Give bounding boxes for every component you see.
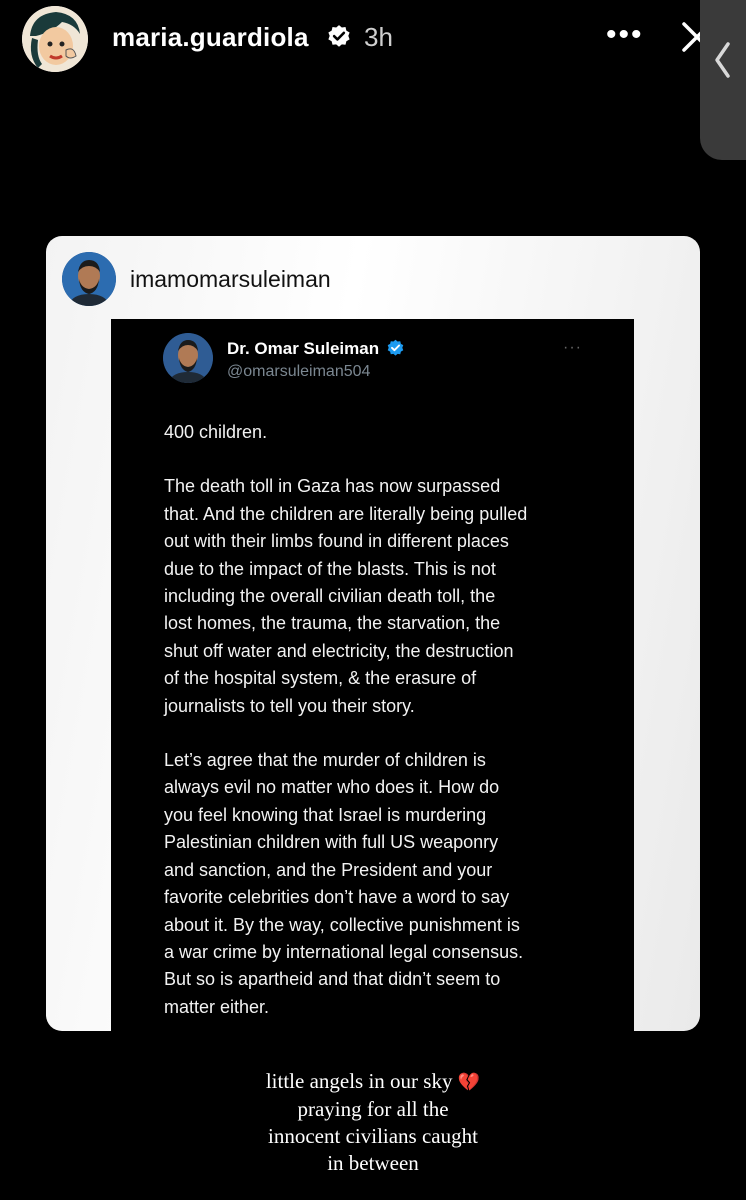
- caption-line: innocent civilians caught: [268, 1124, 478, 1148]
- shared-post-avatar[interactable]: [62, 252, 116, 306]
- broken-heart-icon: 💔: [457, 1072, 481, 1093]
- profile-avatar[interactable]: [22, 6, 88, 72]
- tweet-text: [164, 419, 594, 1031]
- side-panel-tab[interactable]: [700, 0, 746, 160]
- tweet-avatar: [163, 333, 213, 383]
- story-caption: [0, 1068, 746, 1177]
- caption-line: praying for all the: [297, 1097, 449, 1121]
- caption-line: little angels in our sky 💔: [265, 1069, 481, 1093]
- tweet-paragraph: Let’s agree that the murder of children is always evil no matter who does it. How do you feel knowing that Israel is murdering Palestinian children with full US weaponry and sanction, and the President and your favorite celebrities don’t have a word to say about it. By the way, collective punishment is a war crime by international legal consensus. But so is apartheid and that didn’t seem to matter either.: [164, 750, 524, 1017]
- tweet-screenshot: [111, 319, 634, 1031]
- tweet-handle: @omarsuleiman504: [227, 363, 371, 380]
- username[interactable]: maria.guardiola: [112, 22, 309, 52]
- verified-badge-icon: [326, 24, 352, 50]
- tweet-author-name: Dr. Omar Suleiman: [227, 339, 380, 358]
- caption-line: in between: [327, 1151, 419, 1175]
- tweet-more-icon: ···: [563, 339, 582, 356]
- shared-post-username[interactable]: imamomarsuleiman: [130, 266, 331, 292]
- tweet-paragraph: The death toll in Gaza has now surpassed that. And the children are literally being pulled out with their limbs found in different places due to the impact of the blasts. This is not including the overall civilian death toll, the lost homes, the trauma, the starvation, the shut off water and electricity, the destruction of the hospital system, & the erasure of journalists to tell you their story.: [164, 476, 528, 716]
- shared-post-card[interactable]: [46, 236, 700, 1031]
- more-options-icon[interactable]: •••: [606, 18, 644, 51]
- tweet-verified-icon: [386, 339, 405, 358]
- chevron-left-icon: [712, 40, 732, 80]
- tweet-paragraph: 400 children.: [164, 422, 268, 442]
- post-time: 3h: [364, 22, 393, 52]
